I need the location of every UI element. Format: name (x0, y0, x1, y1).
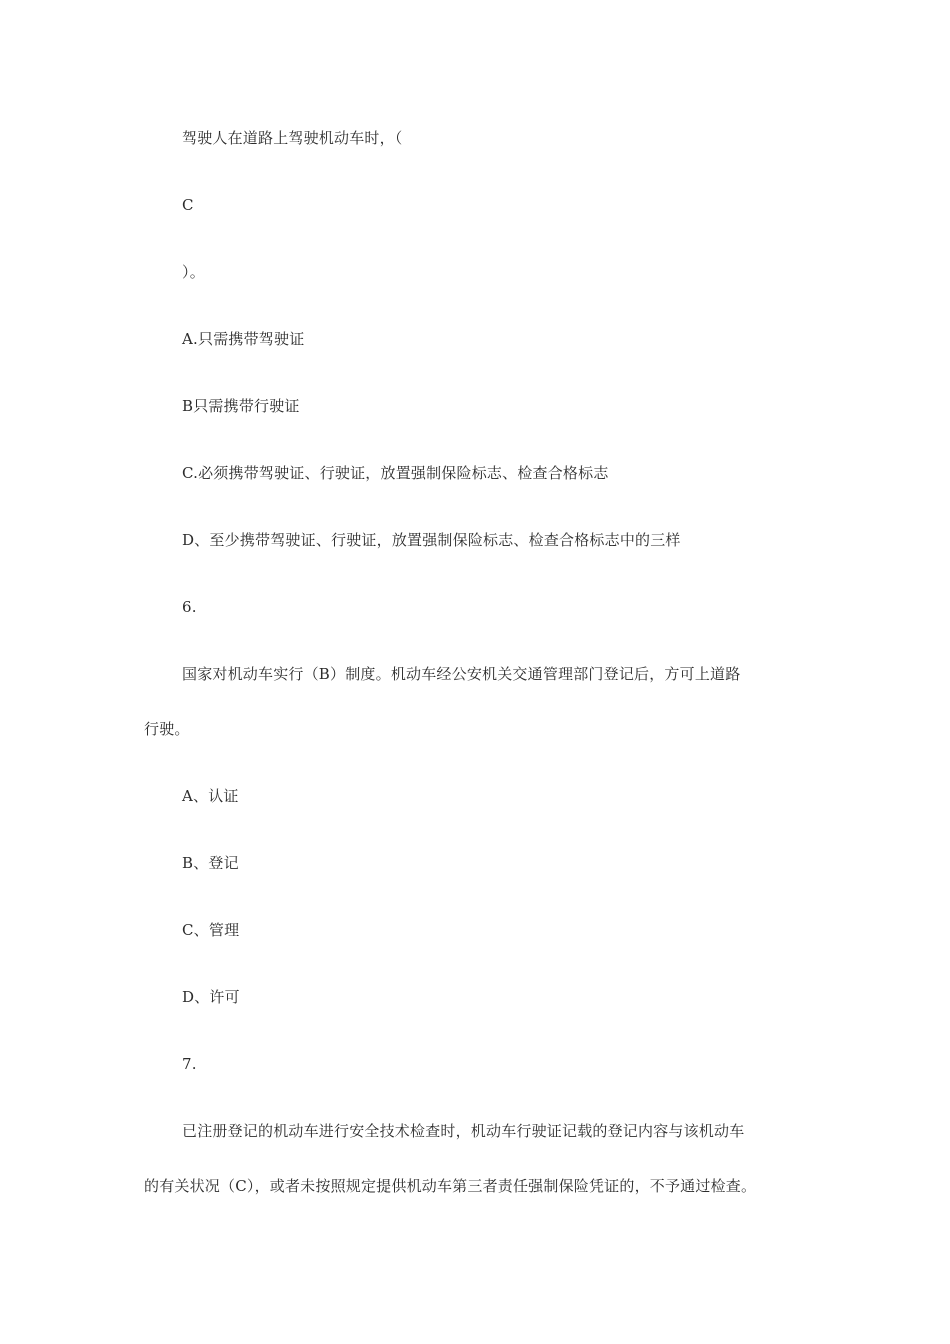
q5-answer: C (182, 196, 194, 214)
q5-option-d: D、至少携带驾驶证、行驶证，放置强制保险标志、检查合格标志中的三样 (182, 531, 681, 549)
q7-stem-line1: 已注册登记的机动车进行安全技术检查时，机动车行驶证记载的登记内容与该机动车 (182, 1122, 745, 1140)
q6-option-b: B、登记 (182, 854, 239, 872)
q6-option-a: A、认证 (182, 787, 239, 805)
q6-number: 6. (182, 598, 197, 616)
q6-stem-line1: 国家对机动车实行（B）制度。机动车经公安机关交通管理部门登记后，方可上道路 (182, 665, 741, 683)
q5-stem-line2: ）。 (182, 263, 205, 281)
q7-number: 7. (182, 1055, 197, 1073)
q5-option-a: A.只需携带驾驶证 (182, 330, 305, 348)
q6-stem-line2: 行驶。 (144, 720, 190, 738)
q6-option-d: D、许可 (182, 988, 240, 1006)
q5-option-b: B只需携带行驶证 (182, 397, 300, 415)
q7-stem-line2: 的有关状况（C），或者未按照规定提供机动车第三者责任强制保险凭证的，不予通过检查。 (144, 1177, 757, 1195)
q6-option-c: C、管理 (182, 921, 240, 939)
q5-option-c: C.必须携带驾驶证、行驶证，放置强制保险标志、检查合格标志 (182, 464, 609, 482)
q5-stem-line1: 驾驶人在道路上驾驶机动车时，（ (182, 129, 403, 147)
